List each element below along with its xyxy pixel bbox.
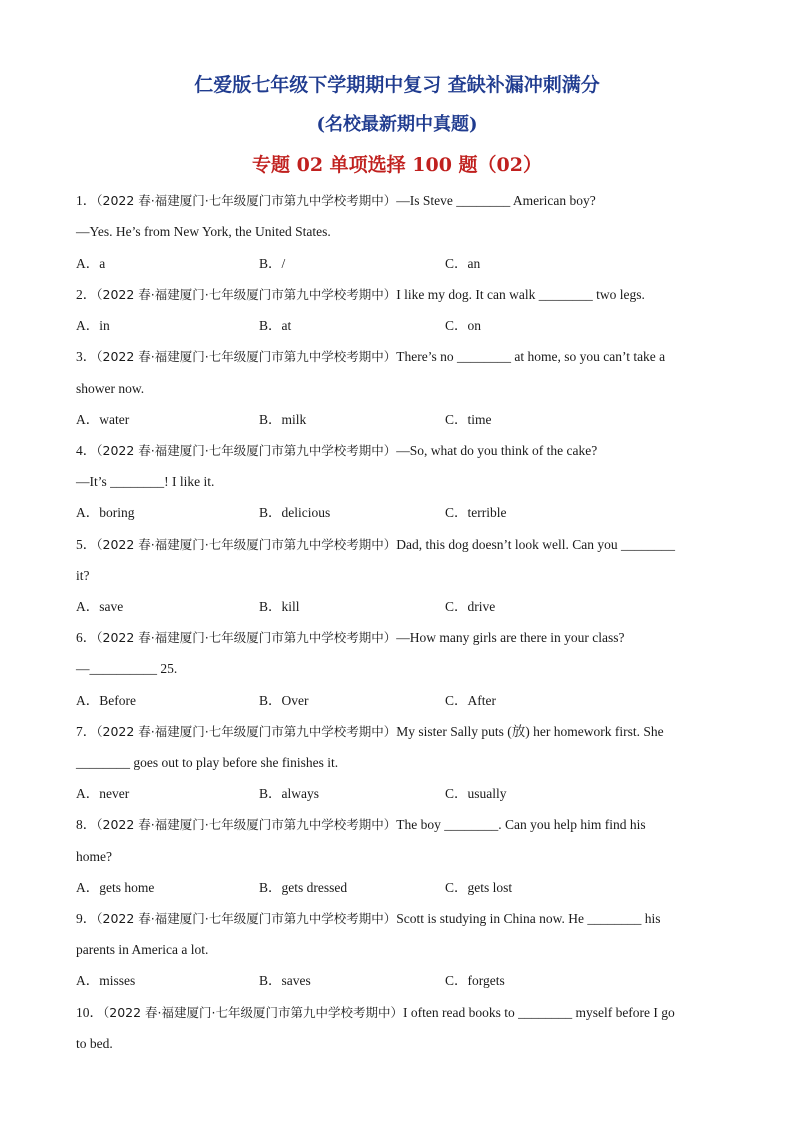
question-8-option-b: B．gets dressed (259, 880, 348, 895)
page-subtitle: (名校最新期中真题) (316, 114, 478, 135)
question-number: 9． (76, 911, 97, 926)
question-4-line1 (76, 443, 597, 459)
question-source: （2022 春·福建厦门·七年级厦门市第九中学校考期中） (96, 349, 397, 364)
question-text: —How many girls are there in your class? (396, 630, 625, 645)
question-number: 3． (76, 349, 97, 364)
question-source: （2022 春·福建厦门·七年级厦门市第九中学校考期中） (103, 1005, 403, 1020)
question-6-line2: —__________ 25. (76, 661, 178, 676)
question-source: （2022 春·福建厦门·七年级厦门市第九中学校考期中） (96, 911, 397, 926)
topic-title: 专题 02 单项选择 100 题（02） (251, 154, 542, 176)
question-source: （2022 春·福建厦门·七年级厦门市第九中学校考期中） (96, 443, 397, 458)
question-8-option-a: A．gets home (76, 880, 155, 895)
question-source: （2022 春·福建厦门·七年级厦门市第九中学校考期中） (96, 287, 397, 302)
question-7-line1 (76, 724, 664, 740)
question-5-option-b: B．kill (259, 599, 300, 614)
question-6-option-a: A．Before (76, 693, 136, 708)
question-2-option-c: C．on (445, 318, 482, 333)
question-source: （2022 春·福建厦门·七年级厦门市第九中学校考期中） (96, 817, 397, 832)
question-text: —So, what do you think of the cake? (396, 443, 598, 458)
question-2-line1 (76, 287, 645, 303)
question-8-line1 (76, 817, 646, 833)
question-text: My sister Sally puts (放) her homework first. She (396, 724, 664, 739)
question-9-line1 (76, 911, 661, 927)
question-number: 7． (76, 724, 97, 739)
question-10-line1 (76, 1005, 675, 1021)
question-9-option-c: C．forgets (445, 973, 505, 988)
question-4-option-b: B．delicious (259, 505, 331, 520)
question-3-option-c: C．time (445, 412, 492, 427)
question-3-option-b: B．milk (259, 412, 307, 427)
question-2-option-a: A．in (76, 318, 110, 333)
question-number: 1． (76, 193, 97, 208)
question-4-line2: —It’s ________! I like it. (76, 474, 215, 489)
question-1-line2: —Yes. He’s from New York, the United States. (76, 224, 331, 239)
question-1-option-c: C．an (445, 256, 481, 271)
question-number: 4． (76, 443, 97, 458)
question-6-line1 (76, 630, 625, 646)
question-1-option-b: B．/ (259, 256, 286, 271)
question-1-option-a: A．a (76, 256, 106, 271)
question-1-line1 (76, 193, 596, 209)
question-4-option-c: C．terrible (445, 505, 507, 520)
question-number: 10． (76, 1005, 103, 1020)
question-7-line2: ________ goes out to play before she finishes it. (76, 755, 339, 770)
question-text: Scott is studying in China now. He ________ his (396, 911, 661, 926)
question-10-line2: to bed. (76, 1036, 113, 1051)
question-3-line2: shower now. (76, 381, 145, 396)
question-3-line1 (76, 349, 665, 365)
question-text: —Is Steve ________ American boy? (396, 193, 596, 208)
question-5-line1 (76, 537, 675, 553)
question-source: （2022 春·福建厦门·七年级厦门市第九中学校考期中） (96, 537, 397, 552)
question-9-option-b: B．saves (259, 973, 311, 988)
question-source: （2022 春·福建厦门·七年级厦门市第九中学校考期中） (96, 630, 397, 645)
question-source: （2022 春·福建厦门·七年级厦门市第九中学校考期中） (96, 193, 397, 208)
question-source: （2022 春·福建厦门·七年级厦门市第九中学校考期中） (96, 724, 397, 739)
question-text: There’s no ________ at home, so you can’t take a (396, 349, 666, 364)
question-9-option-a: A．misses (76, 973, 136, 988)
question-text: I like my dog. It can walk ________ two legs. (396, 287, 645, 302)
question-8-option-c: C．gets lost (445, 880, 513, 895)
question-5-option-c: C．drive (445, 599, 496, 614)
question-7-option-b: B．always (259, 786, 319, 801)
question-number: 6． (76, 630, 97, 645)
question-3-option-a: A．water (76, 412, 130, 427)
question-6-option-c: C．After (445, 693, 496, 708)
question-5-line2: it? (76, 568, 90, 583)
question-text: I often read books to ________ myself before I go (402, 1005, 675, 1020)
question-5-option-a: A．save (76, 599, 124, 614)
question-text: The boy ________. Can you help him find his (396, 817, 646, 832)
question-8-line2: home? (76, 849, 112, 864)
question-7-option-c: C．usually (445, 786, 507, 801)
question-7-option-a: A．never (76, 786, 130, 801)
question-2-option-b: B．at (259, 318, 292, 333)
question-number: 8． (76, 817, 97, 832)
question-number: 2． (76, 287, 97, 302)
question-6-option-b: B．Over (259, 693, 309, 708)
page-title: 仁爱版七年级下学期期中复习 查缺补漏冲刺满分 (194, 74, 600, 96)
question-number: 5． (76, 537, 97, 552)
question-text: Dad, this dog doesn’t look well. Can you ________ (396, 537, 675, 552)
question-9-line2: parents in America a lot. (76, 942, 209, 957)
question-4-option-a: A．boring (76, 505, 135, 520)
